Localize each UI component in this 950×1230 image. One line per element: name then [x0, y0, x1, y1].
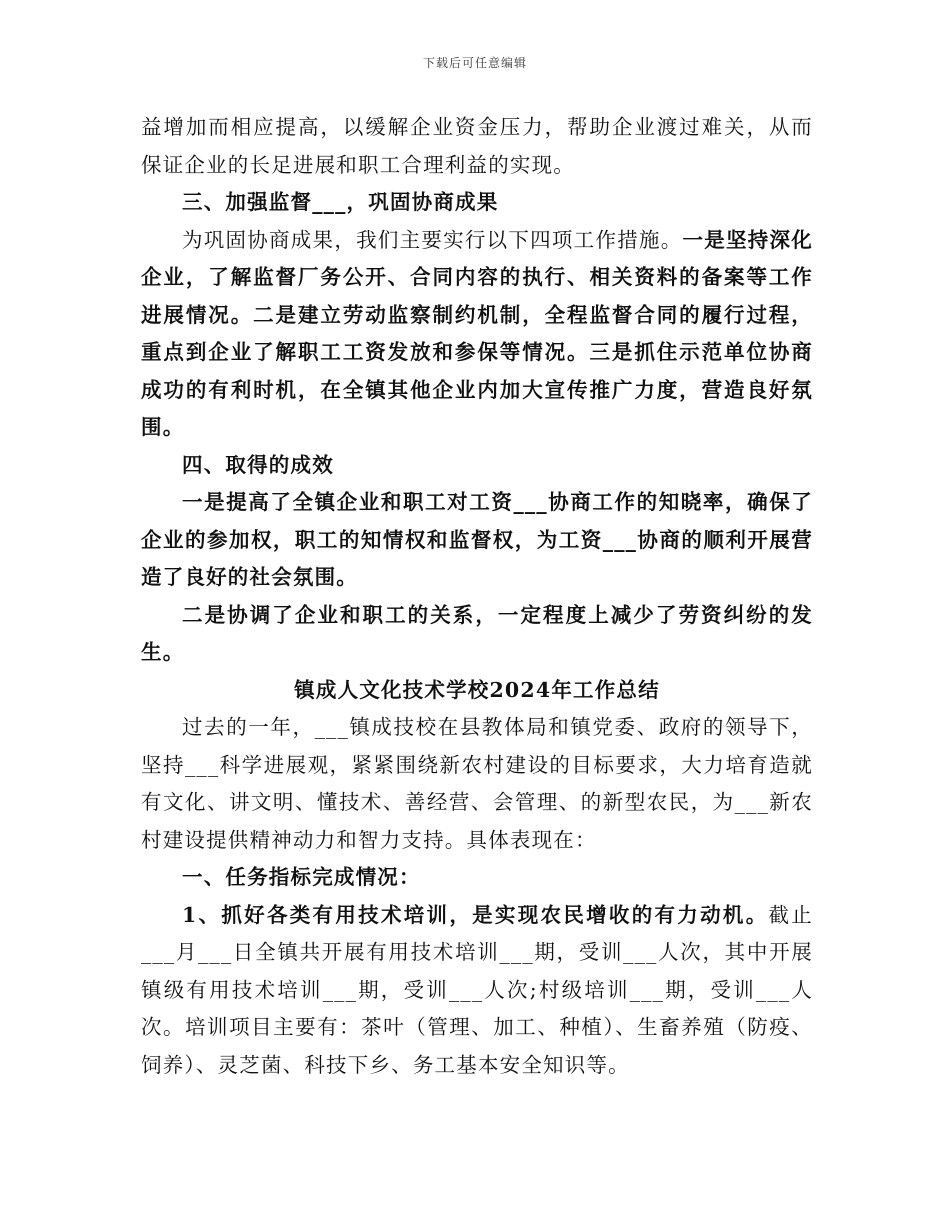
paragraph-training-details: 截止___月___日全镇共开展有用技术培训___期，受训___人次，其中开展镇级有用技术培训___期，受训___人次;村级培训___期，受训___人次。培训项目主要有：茶叶（管理、加工、种植）、生畜养殖（防疫、饲养）、灵芝菌、科技下乡、务工基本安全知识等。: [141, 902, 813, 1077]
paragraph-effect-1: 一是提高了全镇企业和职工对工资___协商工作的知晓率，确保了企业的参加权，职工的知情权和监督权，为工资___协商的顺利开展营造了良好的社会氛围。: [141, 490, 813, 589]
paragraph-training: [141, 897, 813, 1085]
section-heading-3: 三、加强监督___，巩固协商成果: [182, 190, 499, 214]
section-heading-1: 一、任务指标完成情况：: [182, 865, 421, 889]
paragraph-summary-intro: 过去的一年，___镇成技校在县教体局和镇党委、政府的领导下，坚持___科学进展观，紧紧围绕新农村建设的目标要求，大力培育造就有文化、讲文明、懂技术、善经营、会管理、的新型农民，为___新农村建设提供精神动力和智力支持。具体表现在：: [141, 715, 813, 852]
document-body: [141, 109, 813, 1084]
paragraph-continued: 益增加而相应提高，以缓解企业资金压力，帮助企业渡过难关，从而保证企业的长足进展和职工合理利益的实现。: [141, 115, 813, 177]
paragraph-measures: [141, 222, 813, 447]
paragraph-measures-intro: 为巩固协商成果，我们主要实行以下四项工作措施。: [182, 227, 683, 252]
paragraph-measures-details: 一是坚持深化企业，了解监督厂务公开、合同内容的执行、相关资料的备案等工作进展情况。二是建立劳动监察制约机制，全程监督合同的履行过程，重点到企业了解职工工资发放和参保等情况。三是抓住示范单位协商成功的有利时机，在全镇其他企业内加大宣传推广力度，营造良好氛围。: [141, 227, 814, 439]
paragraph-training-lead: 1、抓好各类有用技术培训，是实现农民增收的有力动机。: [182, 902, 769, 927]
paragraph-effect-2: 二是协调了企业和职工的关系，一定程度上减少了劳资纠纷的发生。: [141, 602, 813, 664]
document-title: 镇成人文化技术学校2024年工作总结: [294, 677, 660, 702]
section-heading-4: 四、取得的成效: [182, 452, 334, 477]
page-header: 下载后可任意编辑: [422, 56, 527, 70]
